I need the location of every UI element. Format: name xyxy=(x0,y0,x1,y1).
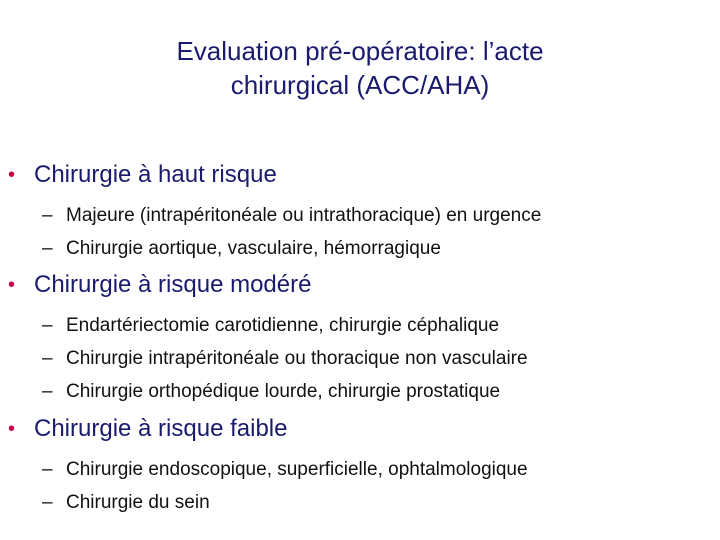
dash-icon: – xyxy=(42,492,53,513)
sub-item xyxy=(0,237,720,270)
bullet-heading xyxy=(0,270,720,306)
sub-item-text: Chirurgie aortique, vasculaire, hémorragique xyxy=(66,238,441,259)
sub-item-text: Endartériectomie carotidienne, chirurgie céphalique xyxy=(66,315,500,336)
sub-list xyxy=(0,204,720,270)
bullet-heading-text: Chirurgie à haut risque xyxy=(34,161,277,188)
dash-icon: – xyxy=(42,205,53,226)
sub-item xyxy=(0,458,720,491)
sub-item xyxy=(0,314,720,347)
sub-list xyxy=(0,458,720,524)
sub-item xyxy=(0,491,720,524)
sub-item-text: Chirurgie endoscopique, superficielle, ophtalmologique xyxy=(66,459,528,480)
sub-item xyxy=(0,380,720,413)
bullet-heading-text: Chirurgie à risque modéré xyxy=(34,271,312,298)
bullet-dot-icon: • xyxy=(8,418,16,440)
bullet-heading xyxy=(0,414,720,450)
sub-list xyxy=(0,314,720,413)
risk-group-high xyxy=(0,160,720,276)
sub-item xyxy=(0,204,720,237)
bullet-heading xyxy=(0,160,720,196)
dash-icon: – xyxy=(42,315,53,336)
dash-icon: – xyxy=(42,459,53,480)
sub-item-text: Chirurgie du sein xyxy=(66,492,210,513)
sub-item-text: Chirurgie orthopédique lourde, chirurgie prostatique xyxy=(66,381,501,402)
bullet-heading-text: Chirurgie à risque faible xyxy=(34,415,288,442)
sub-item-text: Chirurgie intrapéritonéale ou thoracique non vasculaire xyxy=(66,348,528,369)
sub-item-text: Majeure (intrapéritonéale ou intrathoracique) en urgence xyxy=(66,205,542,226)
title-line-1: Evaluation pré-opératoire: l’acte xyxy=(176,36,544,66)
dash-icon: – xyxy=(42,238,53,259)
risk-group-low xyxy=(0,414,720,530)
dash-icon: – xyxy=(42,381,53,402)
title-line-2: chirurgical (ACC/AHA) xyxy=(230,70,490,100)
bullet-dot-icon: • xyxy=(8,274,16,296)
risk-group-moderate xyxy=(0,270,720,419)
slide-title xyxy=(0,34,720,102)
bullet-dot-icon: • xyxy=(8,164,16,186)
sub-item xyxy=(0,347,720,380)
dash-icon: – xyxy=(42,348,53,369)
